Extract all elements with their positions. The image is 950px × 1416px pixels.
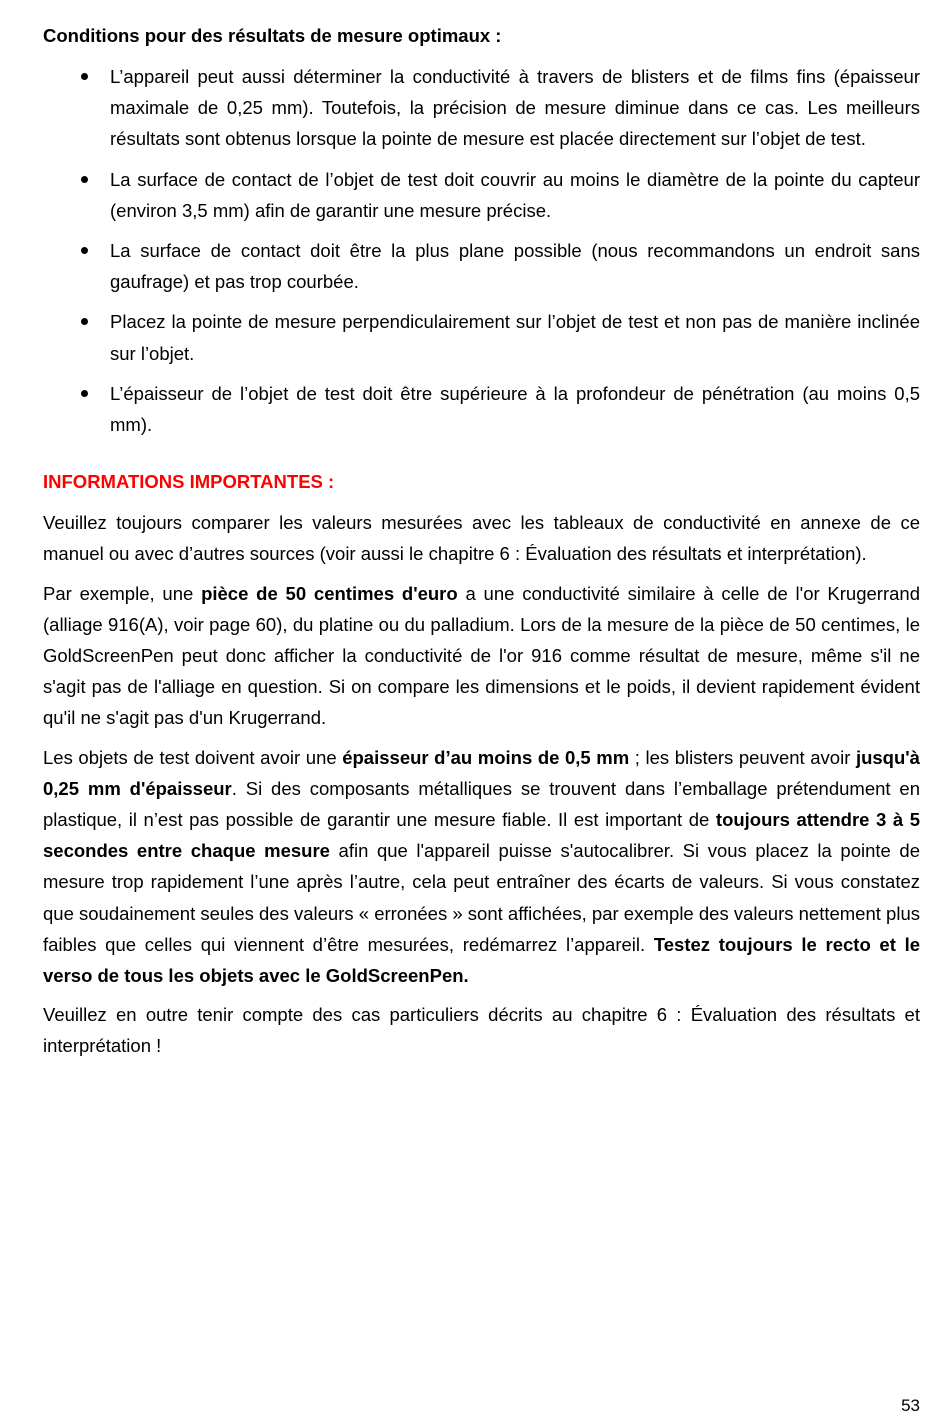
bullet-icon bbox=[81, 73, 88, 80]
bullet-icon bbox=[81, 176, 88, 183]
list-item-text: Placez la pointe de mesure perpendiculairement sur l’objet de test et non pas de manière inclinée sur l’objet. bbox=[110, 311, 920, 364]
bullet-icon bbox=[81, 390, 88, 397]
text-run: ; les blisters peuvent avoir bbox=[629, 746, 856, 768]
bold-text-run: jusqu'à 0,25 mm d'épaisseur bbox=[43, 746, 920, 799]
page-number: 53 bbox=[901, 1396, 920, 1415]
text-run: . Si des composants métalliques se trouvent dans l’emballage prétendument en plastique, il n’est pas possible de garantir une mesure fiable. Il est important de bbox=[43, 777, 920, 831]
list-item bbox=[43, 378, 920, 440]
text-run: afin que l'appareil puisse s'autocalibrer. Si vous placez la pointe de mesure trop rapidement l’une après l’autre, cela peut entraîner des écarts de valeurs. Si vous constatez que soudainement seules des valeurs « erronées » sont affichées, par exemple des valeurs nettement plus faibles que celles qui viennent d’être mesurées, redémarrez l’appareil. bbox=[43, 840, 920, 955]
bold-text-run: pièce de 50 centimes d'euro bbox=[201, 582, 458, 604]
important-paragraph-2 bbox=[43, 578, 920, 734]
list-item bbox=[43, 306, 920, 368]
conditions-list bbox=[43, 61, 920, 440]
important-heading: INFORMATIONS IMPORTANTES : bbox=[43, 471, 335, 493]
text-run: Par exemple, une bbox=[43, 582, 202, 604]
list-item-text: L’épaisseur de l’objet de test doit être supérieure à la profondeur de pénétration (au moins 0,5 mm). bbox=[110, 382, 920, 436]
important-paragraph-4: Veuillez en outre tenir compte des cas particuliers décrits au chapitre 6 : Évaluation des résultats et interprétation ! bbox=[43, 1004, 920, 1057]
document-page bbox=[43, 20, 920, 1070]
list-item-text: La surface de contact doit être la plus plane possible (nous recommandons un endroit sans gaufrage) et pas trop courbée. bbox=[110, 240, 920, 293]
list-item bbox=[43, 61, 920, 155]
text-run: Les objets de test doivent avoir une bbox=[43, 746, 343, 768]
important-paragraph-3 bbox=[43, 742, 920, 992]
list-item bbox=[43, 164, 920, 226]
important-paragraph-1: Veuillez toujours comparer les valeurs mesurées avec les tableaux de conductivité en annexe de ce manuel ou avec d’autres sources (voir aussi le chapitre 6 : Évaluation des résultats et interprétation). bbox=[43, 512, 920, 565]
list-item-text: La surface de contact de l’objet de test doit couvrir au moins le diamètre de la pointe du capteur (environ 3,5 mm) afin de garantir une mesure précise. bbox=[110, 168, 920, 221]
bullet-icon bbox=[81, 318, 88, 325]
bold-text-run: Testez toujours le recto et le verso de tous les objets avec le GoldScreenPen. bbox=[43, 933, 920, 987]
list-item bbox=[43, 235, 920, 297]
text-run: a une conductivité similaire à celle de l'or Krugerrand (alliage 916(A), voir page 60), du platine ou du palladium. Lors de la mesure de la pièce de 50 centimes, le GoldScreenPen peut donc afficher la conductivité de l'or 916 comme résultat de mesure, même s'il ne s'agit pas de l'alliage en question. Si on compare les dimensions et le poids, il devient rapidement évident qu'il ne s'agit pas d'un Krugerrand. bbox=[43, 582, 920, 729]
bold-text-run: toujours attendre 3 à 5 secondes entre chaque mesure bbox=[43, 809, 920, 862]
list-item-text: L’appareil peut aussi déterminer la conductivité à travers de blisters et de films fins (épaisseur maximale de 0,25 mm). Toutefois, la précision de mesure diminue dans ce cas. Les meilleurs résultats sont obtenus lorsque la pointe de mesure est placée directement sur l’objet de test. bbox=[110, 66, 920, 150]
bullet-icon bbox=[81, 247, 88, 254]
bold-text-run: épaisseur d’au moins de 0,5 mm bbox=[342, 746, 630, 768]
conditions-heading: Conditions pour des résultats de mesure optimaux : bbox=[43, 25, 502, 46]
